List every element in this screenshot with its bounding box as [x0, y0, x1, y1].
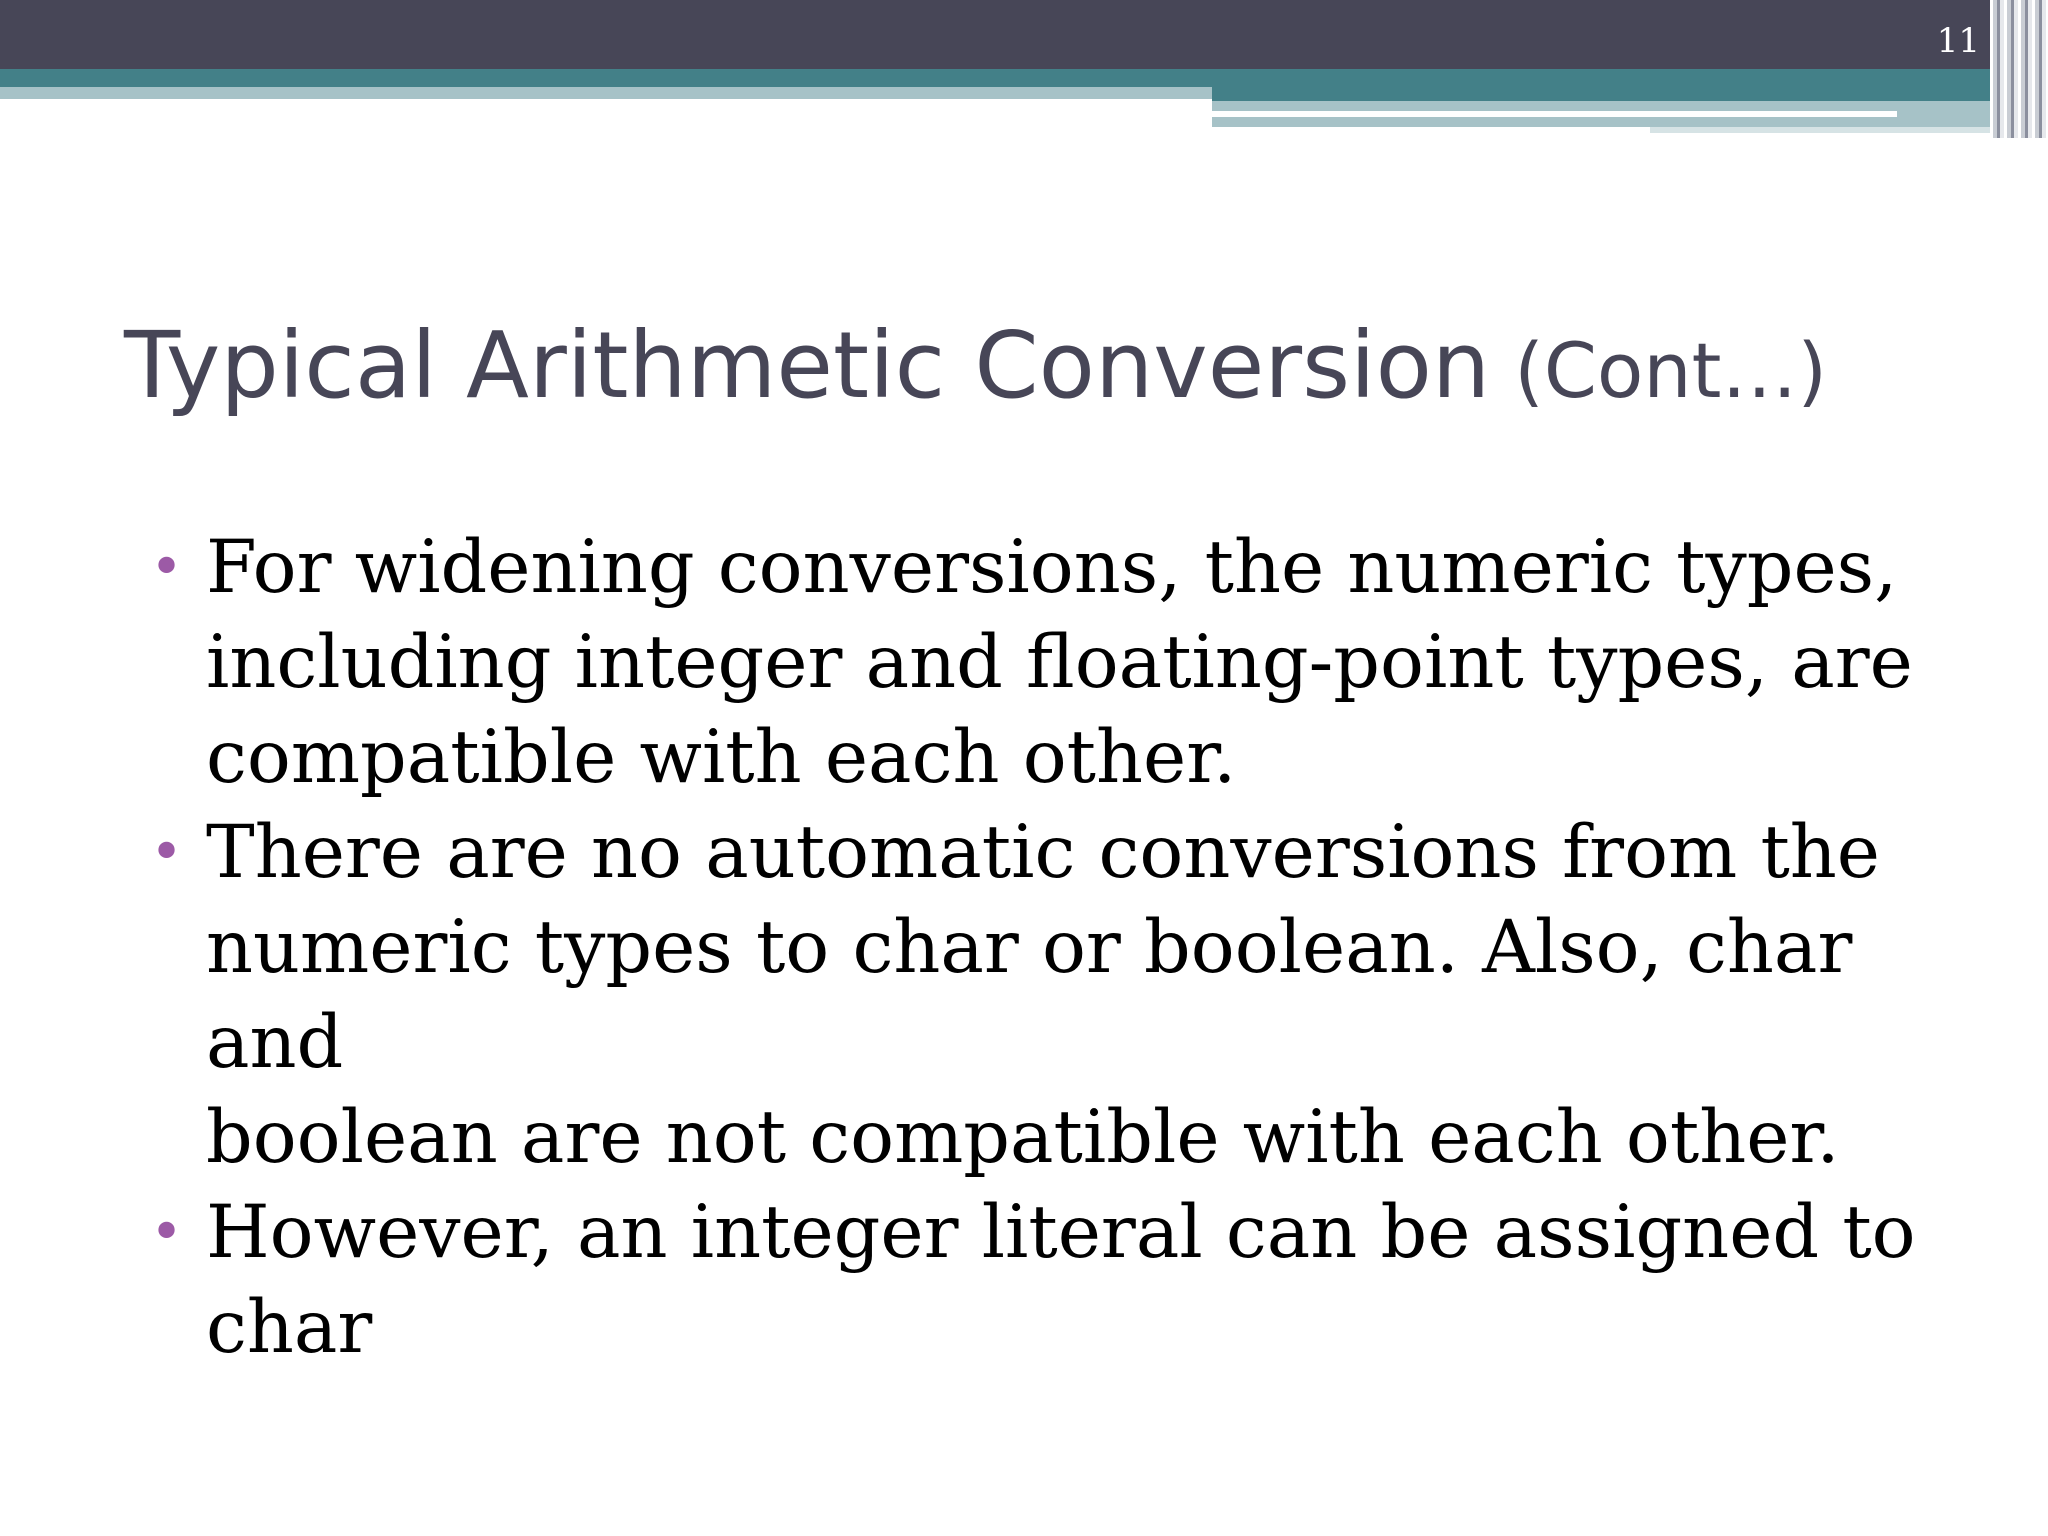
- header-band-teal-right: [1212, 87, 1990, 101]
- bullet-item: [150, 520, 1950, 805]
- header-line-accent-secondary: [1650, 127, 1990, 133]
- bullet-line: char: [206, 1285, 373, 1370]
- slide-title-suffix: (Cont…): [1514, 326, 1828, 415]
- slide-number: 11: [1936, 21, 1980, 61]
- bullet-dot-icon: •: [150, 535, 184, 600]
- bullet-line: For widening conversions, the numeric types,: [206, 525, 1898, 610]
- bullet-line: numeric types to char or boolean. Also, char and: [206, 905, 1853, 1085]
- slide-title-main: Typical Arithmetic Conversion: [124, 312, 1491, 419]
- header-band-light-left: [0, 87, 1212, 99]
- bullet-line: There are no automatic conversions from the: [206, 810, 1881, 895]
- bullet-line: including integer and floating-point types, are: [206, 620, 1913, 705]
- bullet-dot-icon: •: [150, 1200, 184, 1265]
- bullet-item: [150, 805, 1950, 1185]
- bullet-line: However, an integer literal can be assigned to: [206, 1190, 1916, 1275]
- bullet-line: compatible with each other.: [206, 715, 1237, 800]
- header-band-teal: [0, 69, 1990, 87]
- bullet-line: boolean are not compatible with each other.: [206, 1095, 1840, 1180]
- bullet-item: [150, 1185, 1950, 1375]
- header-line-accent: [1212, 111, 1897, 117]
- header-stripes-decoration: [1990, 0, 2048, 138]
- header-band-dark: [0, 0, 2048, 69]
- slide-title: [124, 312, 1924, 419]
- bullet-list: [150, 520, 1950, 1375]
- bullet-dot-icon: •: [150, 820, 184, 885]
